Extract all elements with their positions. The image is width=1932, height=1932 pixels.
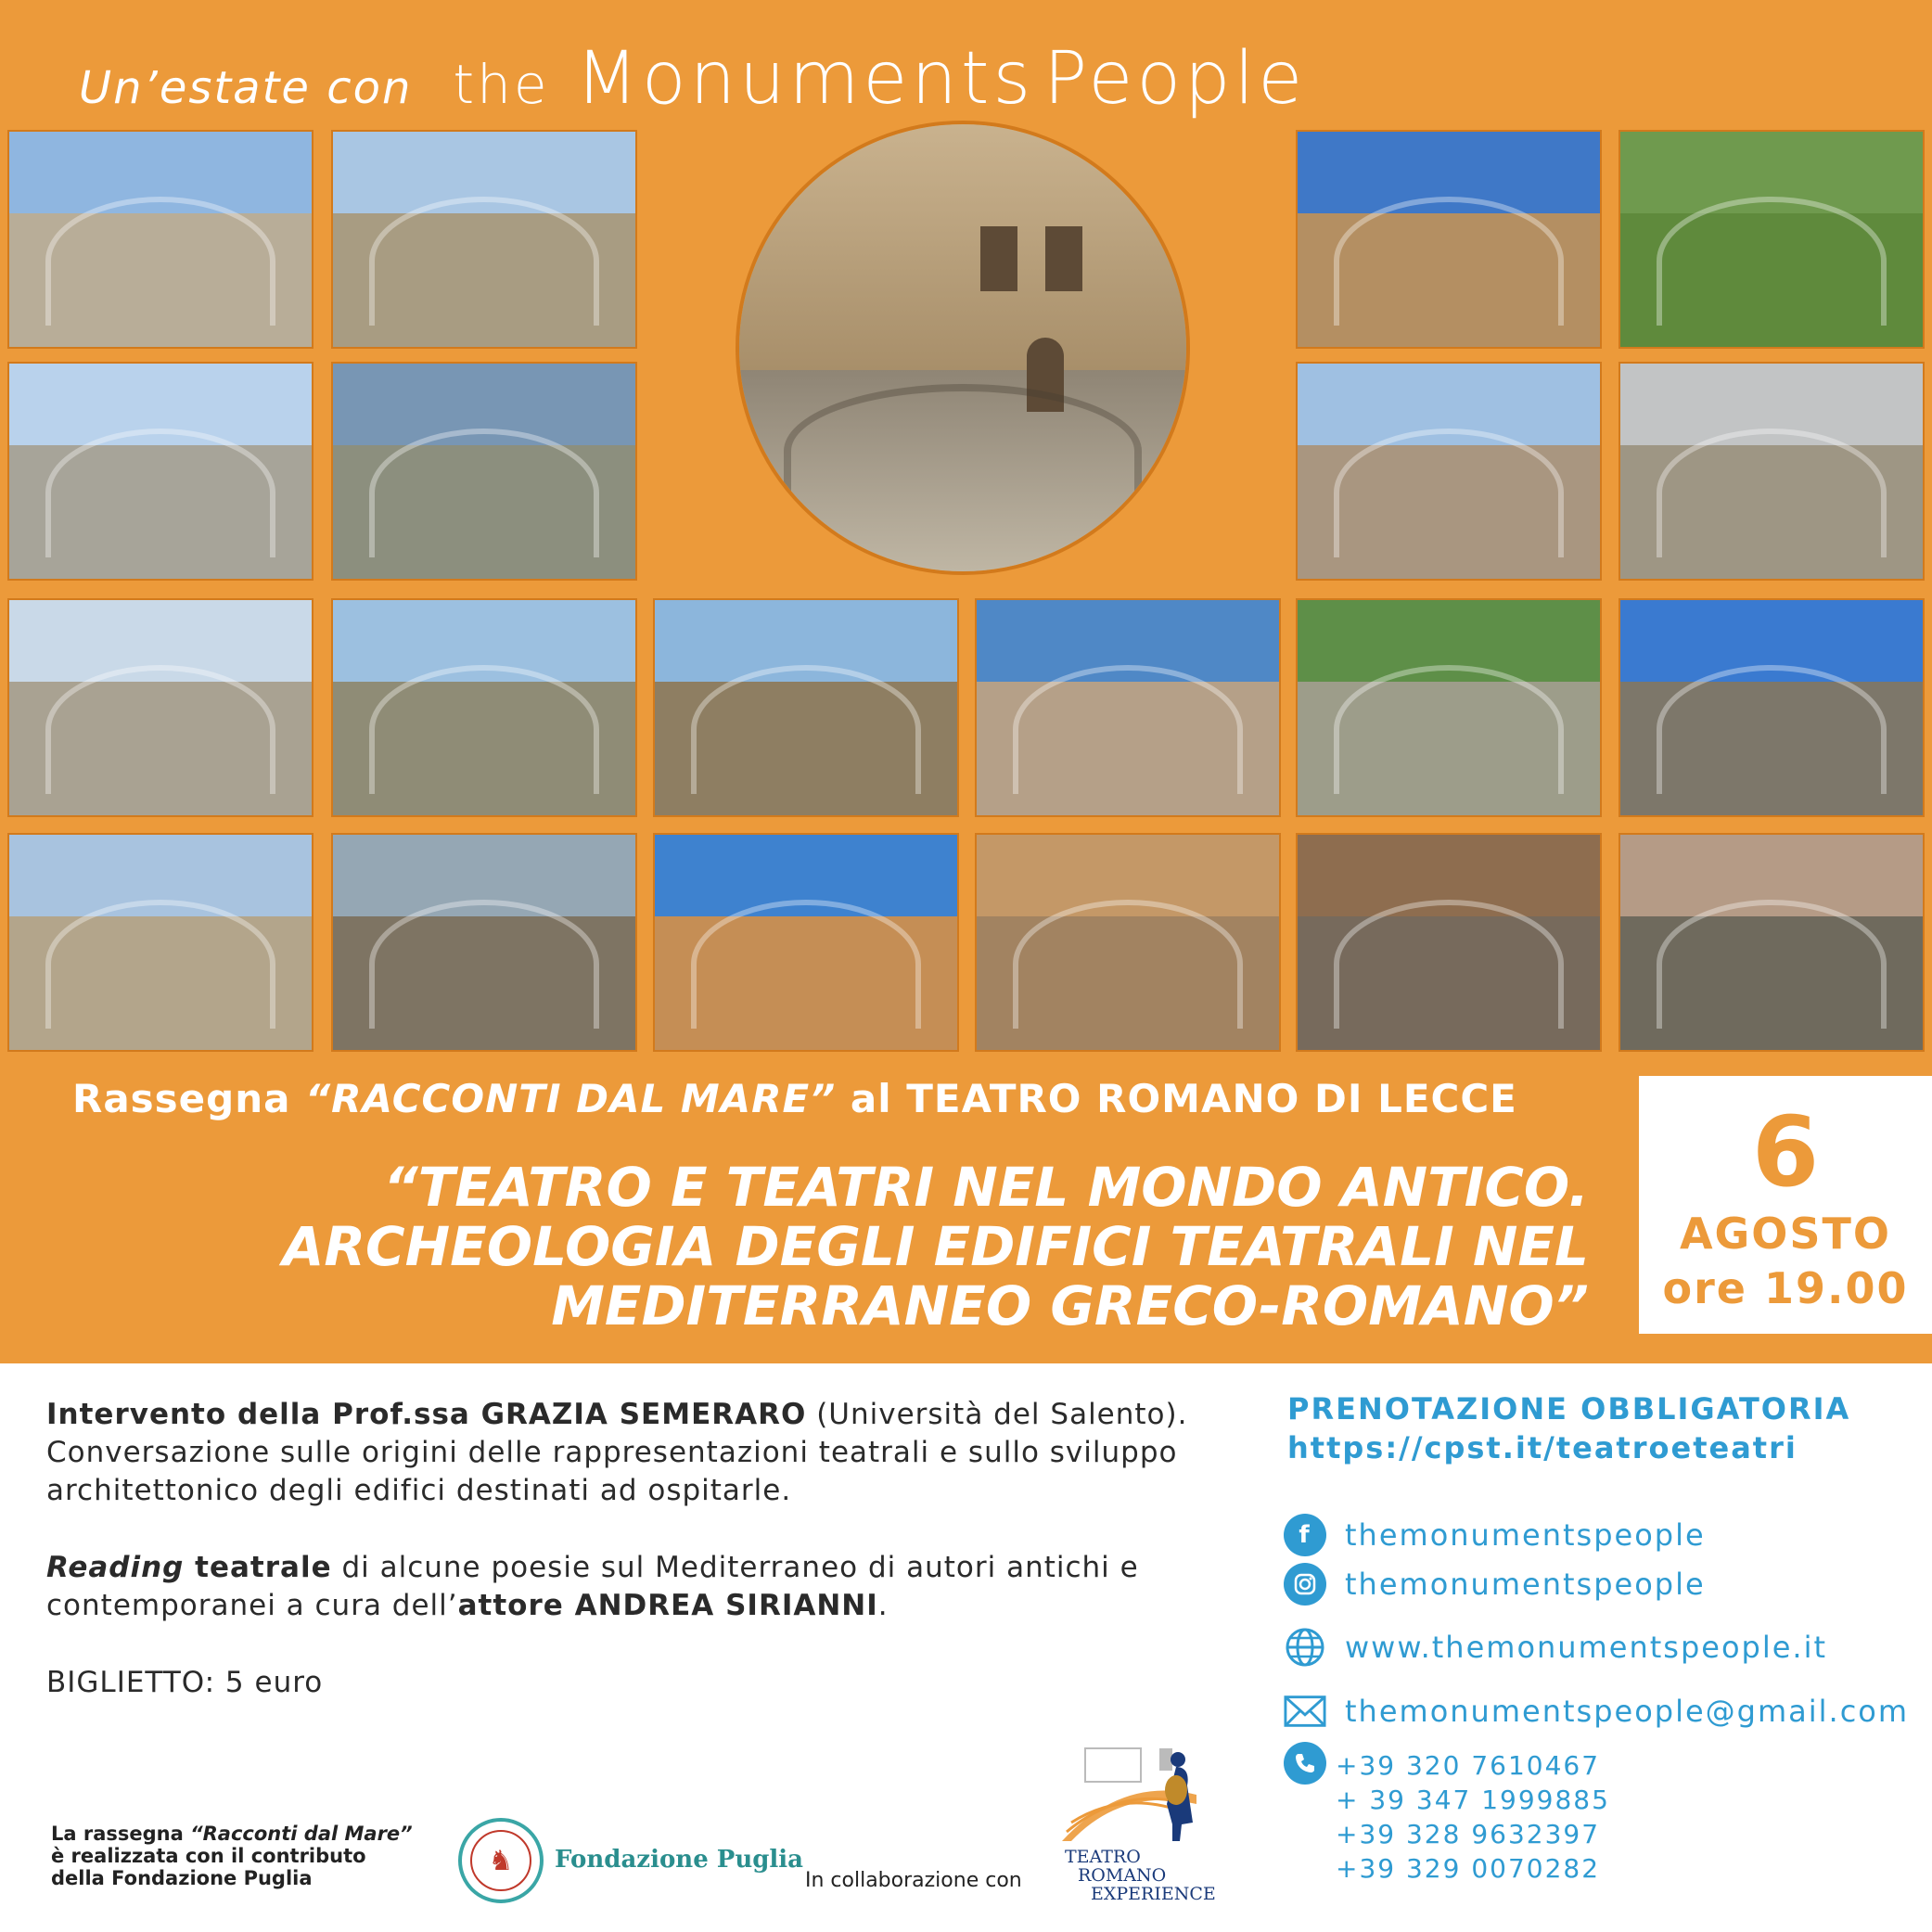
theatre-photo <box>1619 362 1925 581</box>
instagram-handle: themonumentspeople <box>1345 1567 1706 1602</box>
reading-teatrale: teatrale <box>184 1551 332 1584</box>
event-title <box>282 1158 1589 1336</box>
theatre-photo <box>7 833 313 1052</box>
tre-line-2: ROMANO <box>1078 1865 1167 1886</box>
theatre-photo <box>7 598 313 817</box>
theatre-photo <box>331 130 637 349</box>
speaker-paragraph <box>46 1396 1252 1510</box>
globe-icon <box>1284 1626 1326 1669</box>
header <box>79 37 1306 121</box>
theatre-photo <box>331 833 637 1052</box>
theatre-statue-icon <box>1057 1739 1210 1850</box>
email-address: themonumentspeople@gmail.com <box>1345 1694 1910 1729</box>
facebook-contact[interactable] <box>1284 1514 1706 1556</box>
sponsor-note-line: è realizzata con il contributo <box>51 1845 366 1867</box>
brand-people: People <box>1043 37 1307 121</box>
theatre-photo <box>653 598 959 817</box>
theatre-photo <box>7 362 313 581</box>
booking-block <box>1287 1389 1850 1467</box>
brand-monuments: Monuments <box>575 37 1035 121</box>
mail-icon <box>1284 1690 1326 1733</box>
phone-icon <box>1284 1742 1326 1785</box>
facebook-handle: themonumentspeople <box>1345 1517 1706 1553</box>
theatre-photo <box>1296 362 1602 581</box>
theatre-photo <box>331 598 637 817</box>
brand-the: the <box>453 53 550 116</box>
date-day: 6 <box>1751 1095 1820 1209</box>
phone-number[interactable]: +39 328 9632397 <box>1336 1819 1601 1849</box>
theatre-photo <box>1296 833 1602 1052</box>
teatro-romano-experience-logo <box>1057 1739 1216 1904</box>
series-prefix: Rassegna <box>72 1076 291 1121</box>
theatre-photo <box>1619 130 1925 349</box>
facebook-icon: f <box>1284 1514 1326 1556</box>
series-venue: al TEATRO ROMANO DI LECCE <box>850 1076 1517 1121</box>
event-description <box>46 1396 1252 1741</box>
date-time: ore 19.00 <box>1662 1263 1909 1313</box>
instagram-contact[interactable] <box>1284 1563 1706 1606</box>
conversation-text: Conversazione sulle origini delle rappresentazioni teatrali e sullo sviluppo architettonico degli edifici destinati ad ospitarle. <box>46 1436 1178 1507</box>
phone-number[interactable]: +39 329 0070282 <box>1336 1853 1601 1884</box>
header-prefix: Un’estate con <box>79 62 413 114</box>
collaboration-label: In collaborazione con <box>805 1869 1022 1892</box>
phone-number[interactable]: + 39 347 1999885 <box>1336 1785 1610 1815</box>
theatre-photo <box>7 130 313 349</box>
actor-name: attore ANDREA SIRIANNI <box>457 1589 878 1622</box>
date-box <box>1639 1076 1932 1334</box>
sponsor-note <box>51 1823 413 1889</box>
theatre-photo <box>975 833 1281 1052</box>
theatre-photo <box>1296 130 1602 349</box>
reading-paragraph <box>46 1549 1252 1625</box>
theatre-photo <box>331 362 637 581</box>
fondazione-puglia-logo <box>458 1818 544 1903</box>
series-name: “RACCONTI DAL MARE” <box>305 1076 837 1121</box>
theatre-photo <box>975 598 1281 817</box>
website-url: www.themonumentspeople.it <box>1345 1630 1828 1665</box>
phone-list <box>1336 1748 1610 1886</box>
theatre-photo <box>1296 598 1602 817</box>
reading-word: Reading <box>46 1551 185 1584</box>
sponsor-note-line: della Fondazione Puglia <box>51 1867 313 1889</box>
series-line <box>72 1076 1517 1121</box>
ticket-price: BIGLIETTO: 5 euro <box>46 1666 324 1699</box>
event-title-line: ARCHEOLOGIA DEGLI EDIFICI TEATRALI NEL <box>282 1215 1589 1278</box>
tre-line-3: EXPERIENCE <box>1091 1884 1216 1904</box>
instagram-icon <box>1284 1563 1326 1606</box>
tre-line-1: TEATRO <box>1065 1847 1141 1867</box>
event-title-line: “TEATRO E TEATRI NEL MONDO ANTICO. <box>383 1156 1589 1219</box>
sponsor-note-series: “Racconti dal Mare” <box>190 1823 413 1845</box>
website-contact[interactable] <box>1284 1626 1827 1669</box>
booking-label: PRENOTAZIONE OBBLIGATORIA <box>1287 1391 1851 1427</box>
phone-number[interactable]: +39 320 7610467 <box>1336 1750 1601 1781</box>
fondazione-emblem-icon: ♞ <box>470 1830 531 1891</box>
email-contact[interactable] <box>1284 1690 1909 1733</box>
booking-link[interactable]: https://cpst.it/teatroeteatri <box>1287 1430 1798 1465</box>
event-title-line: MEDITERRANEO GRECO-ROMANO” <box>551 1274 1589 1337</box>
date-month: AGOSTO <box>1679 1209 1892 1259</box>
theatre-photo <box>653 833 959 1052</box>
speaker-name: Intervento della Prof.ssa GRAZIA SEMERARO <box>46 1398 807 1431</box>
theatre-photo <box>1619 598 1925 817</box>
speaker-affiliation: (Università del Salento). <box>806 1398 1188 1431</box>
reading-text: di alcune poesie sul Mediterraneo di autori antichi e contemporanei a cura dell’ <box>46 1551 1139 1622</box>
sponsor-note-start: La rassegna <box>51 1823 191 1845</box>
reading-end: . <box>877 1589 889 1622</box>
fondazione-puglia-name: Fondazione Puglia <box>555 1846 804 1874</box>
lecce-theatre-photo <box>736 121 1190 575</box>
theatre-photo <box>1619 833 1925 1052</box>
